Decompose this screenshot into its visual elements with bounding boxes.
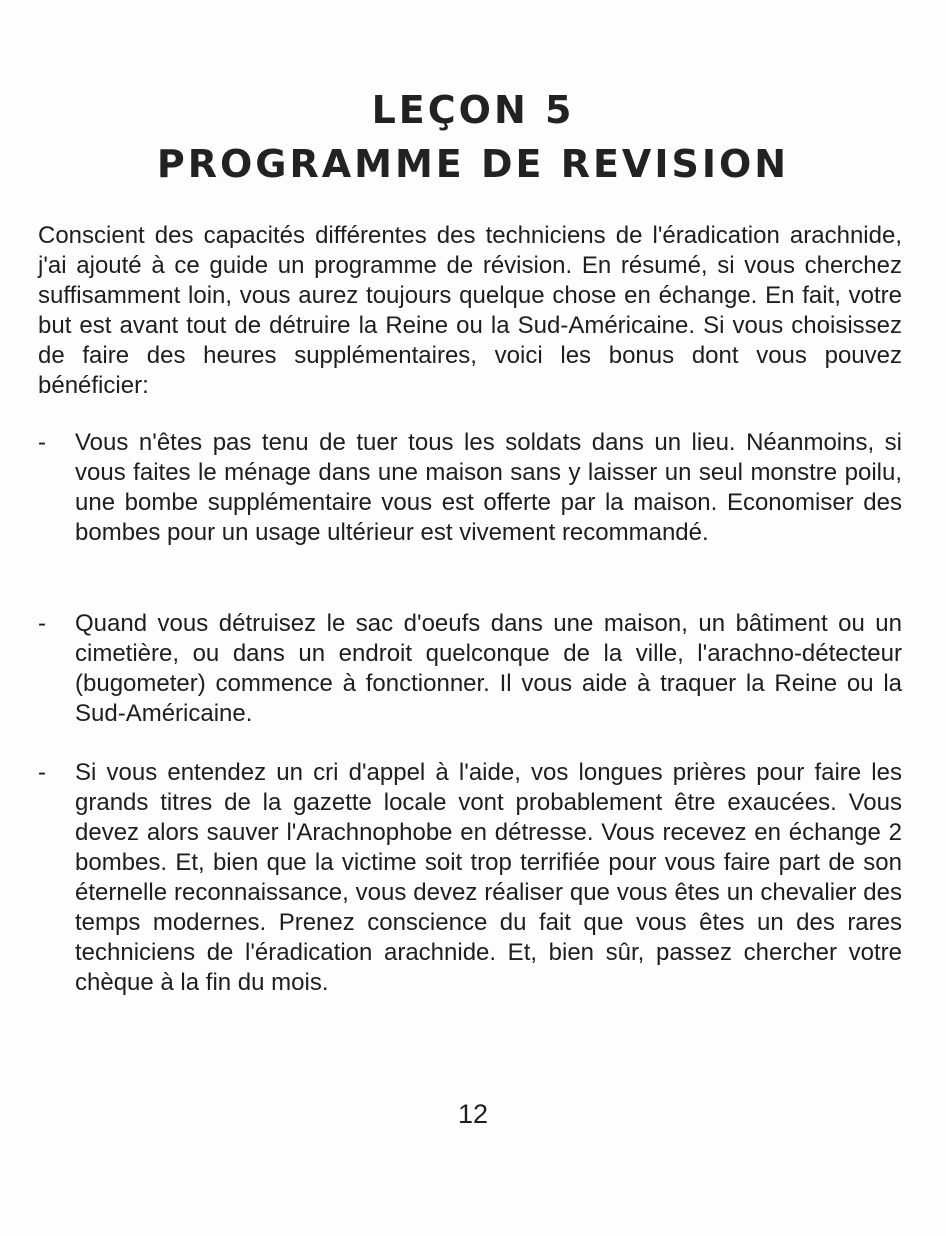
bullet-marker: - (38, 429, 46, 456)
lesson-title: LEÇON 5 (371, 88, 575, 132)
intro-paragraph: Conscient des capacités différentes des techniciens de l'éradication arachnide, j'ai ajouté à ce guide un programme de révision. En résumé, si vous cherchez suffisamment loin, vous aurez toujours quelque chose en échange. En fait, votre but est avant tout de détruire la Reine ou la Sud-Américaine. Si vous choisissez de faire des heures supplémentaires, voici les bonus dont vous pouvez bénéficier: (38, 222, 902, 399)
page-number: 12 (457, 1099, 489, 1129)
section-title: PROGRAMME DE REVISION (156, 142, 790, 186)
bullet-text: Si vous entendez un cri d'appel à l'aide, vos longues prières pour faire les grands titres de la gazette locale vont probablement être exaucées. Vous devez alors sauver l'Arachnophobe en détresse. Vous recevez en échange 2 bombes. Et, bien que la victime soit trop terrifiée pour vous faire part de son éternelle reconnaissance, vous devez réaliser que vous êtes un chevalier des temps modernes. Prenez conscience du fait que vous êtes un des rares techniciens de l'éradication arachnide. Et, bien sûr, passez chercher votre chèque à la fin du mois. (75, 759, 902, 996)
bullet-text: Vous n'êtes pas tenu de tuer tous les soldats dans un lieu. Néanmoins, si vous faites le ménage dans une maison sans y laisser un seul monstre poilu, une bombe supplémentaire vous est offerte par la maison. Economiser des bombes pour un usage ultérieur est vivement recommandé. (75, 429, 902, 546)
bullet-text: Quand vous détruisez le sac d'oeufs dans une maison, un bâtiment ou un cimetière, ou dans un endroit quelconque de la ville, l'arachno-détecteur (bugometer) commence à fonctionner. Il vous aide à traquer la Reine ou la Sud-Américaine. (75, 610, 902, 727)
bullet-marker: - (38, 610, 46, 637)
bullet-marker: - (38, 759, 46, 786)
